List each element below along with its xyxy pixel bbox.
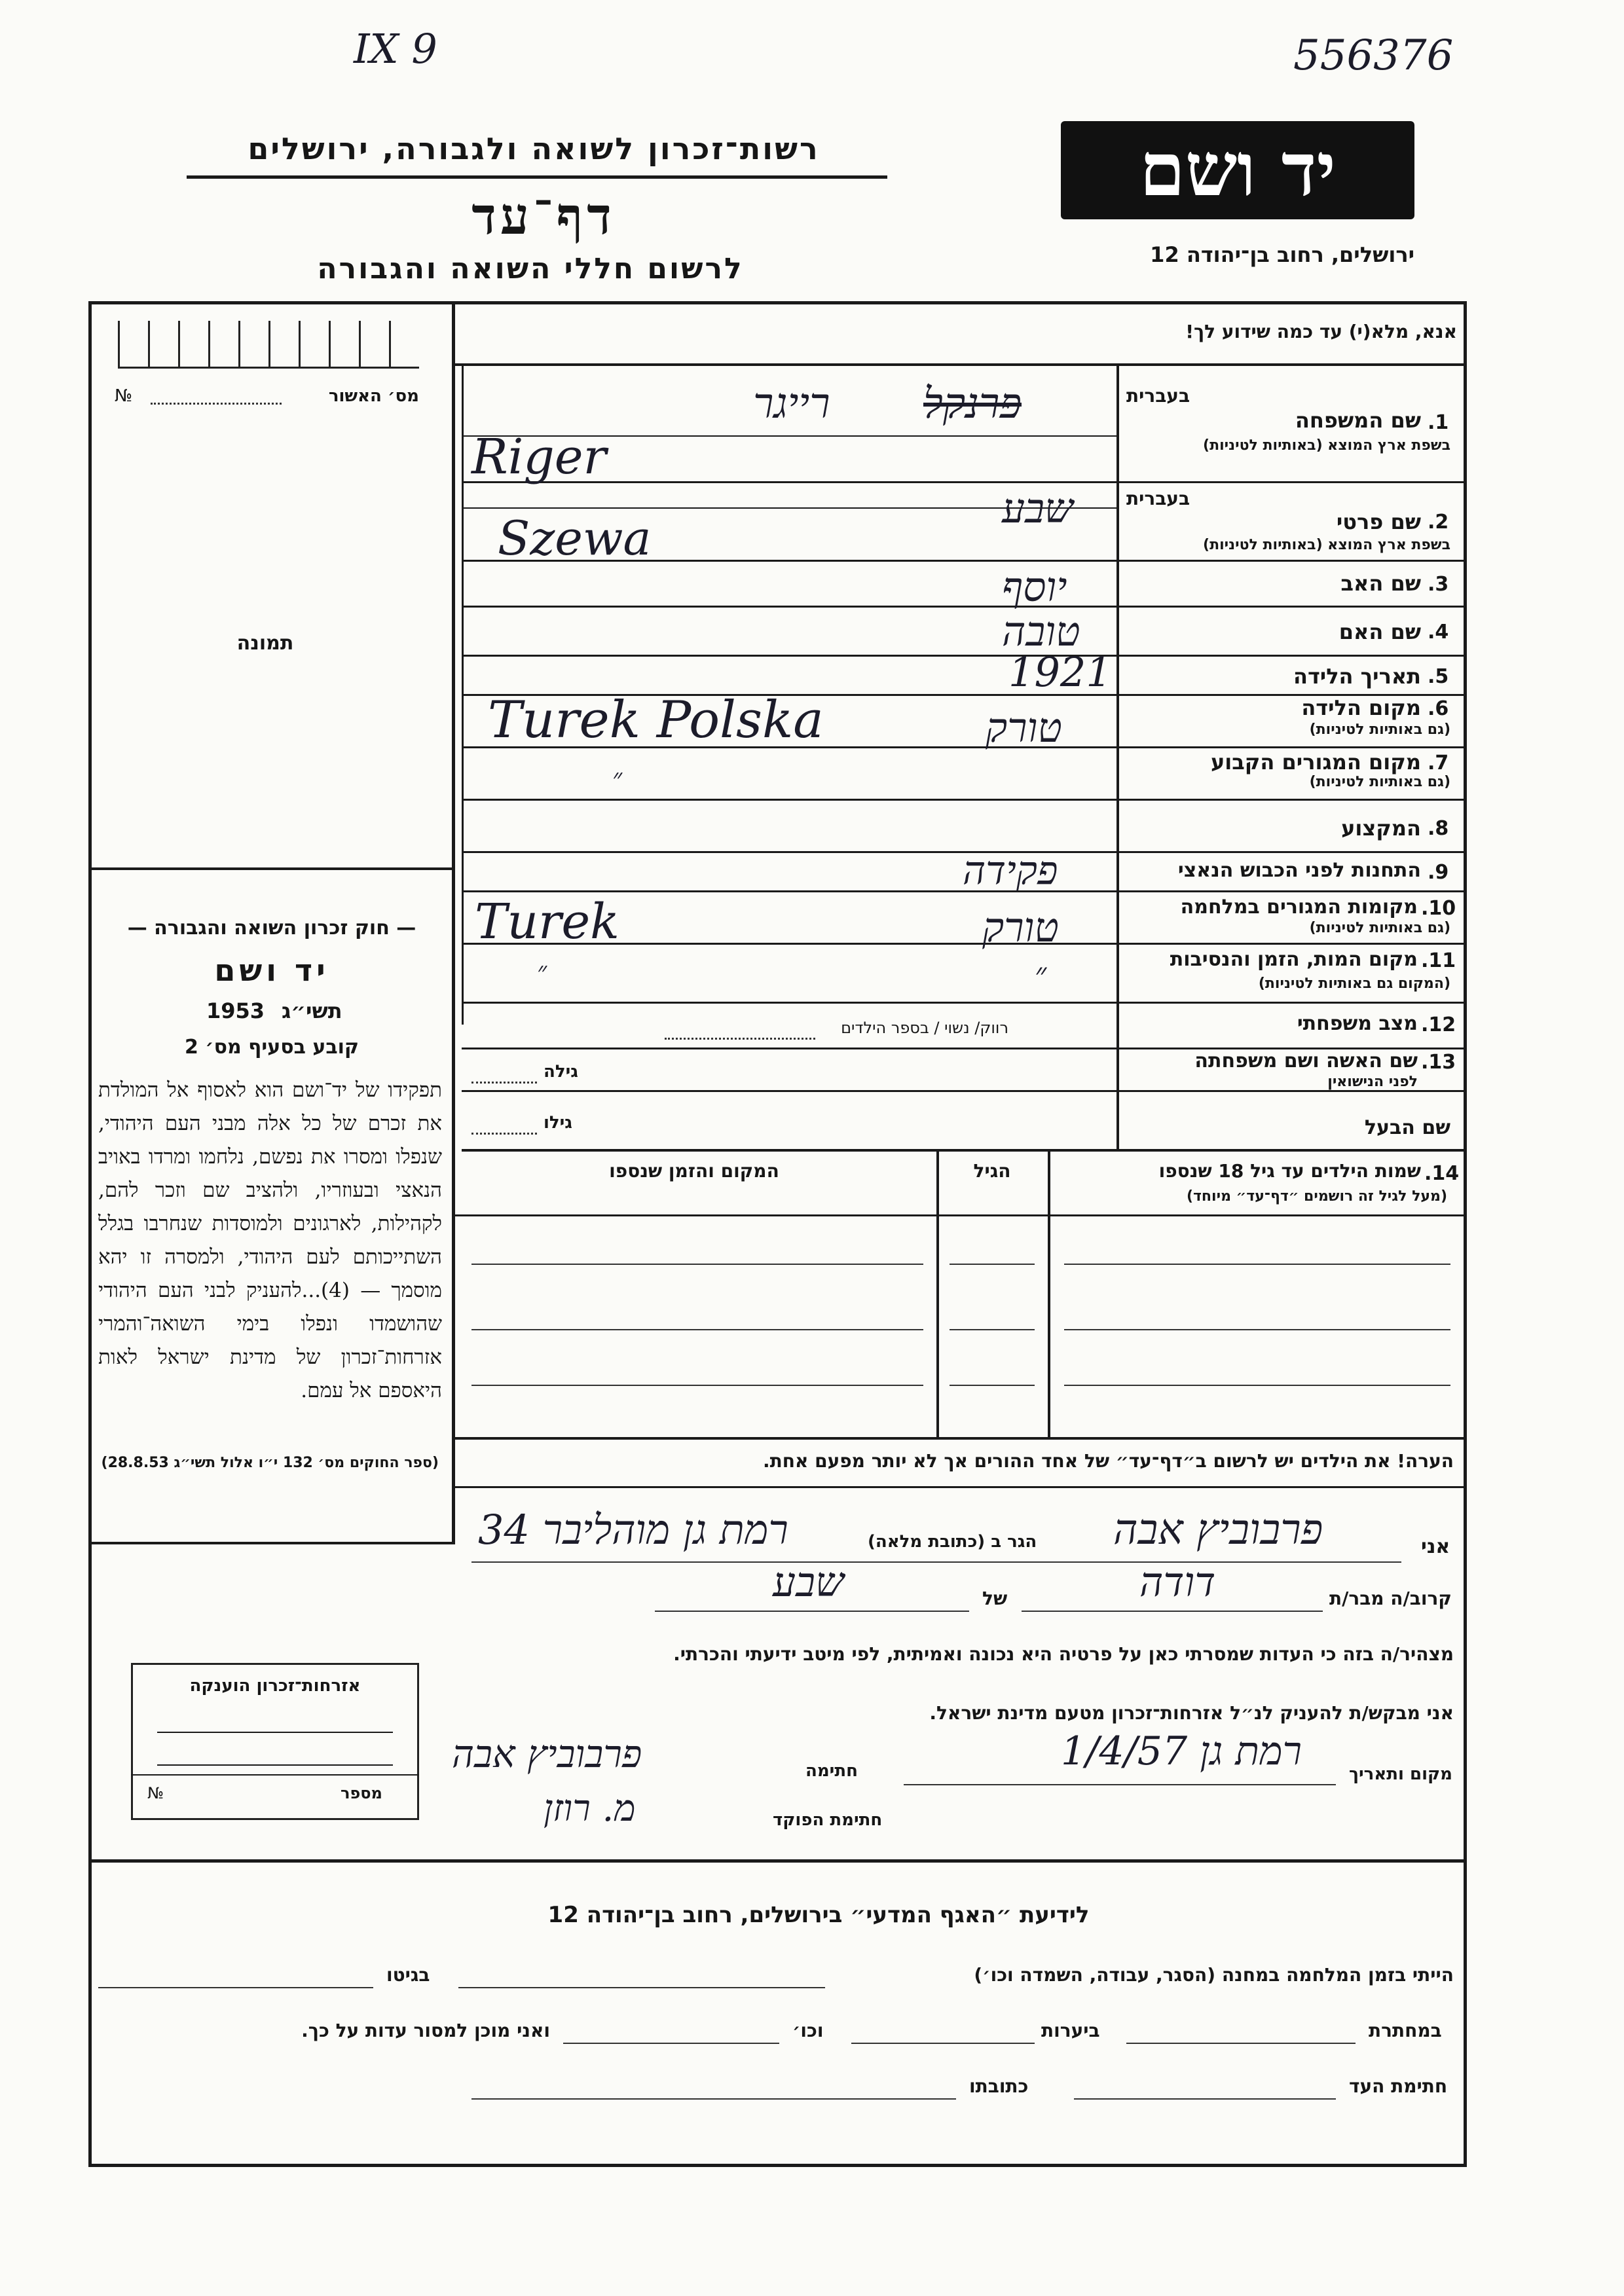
relative-label: קרוב/ה מבר/ת: [1329, 1588, 1452, 1609]
truth-statement: מצהיר/ה בזה כי העדות שמסרתי כאן על פרטיה היא נכונה ואמיתית, לפי מיטב ידיעתי והכרתי.: [673, 1643, 1454, 1665]
witness-address-label: כתובתו: [969, 2075, 1029, 2097]
row-1-sub: בשפת ארץ המוצא (באותיות לטיניות): [1203, 437, 1450, 454]
birth-place-hebrew-value: טורק: [986, 704, 1062, 752]
corner-mark: IX 9: [354, 25, 437, 73]
first-name-hebrew-value: שבע: [1002, 484, 1073, 532]
row-8-number: 8.: [1428, 817, 1449, 840]
signature-label: חתימה: [805, 1761, 858, 1781]
row-13-label: שם האשה ושם משפחתה: [1194, 1049, 1418, 1072]
children-title: שמות הילדים עד גיל 18 שנספו: [1158, 1160, 1421, 1182]
etc-label: וכו׳: [792, 2020, 824, 2041]
yad-vashem-logo: [1061, 121, 1414, 219]
husband-label: שם הבעל: [1364, 1116, 1450, 1139]
row-1-number: 1.: [1428, 411, 1449, 434]
row-2-sub: בשפת ארץ המוצא (באותיות לטיניות): [1203, 537, 1450, 553]
row-13-sub: לפני הנישואין: [1327, 1074, 1418, 1090]
row-5-number: 5.: [1428, 665, 1449, 688]
law-clause: קובע בסעיף מס׳ 2: [184, 1036, 360, 1059]
of-value: שבע: [773, 1558, 844, 1606]
law-name: יד ושם: [214, 953, 329, 988]
row-12-number: 12.: [1421, 1013, 1456, 1036]
residence-value: ״: [612, 763, 623, 793]
row-6-number: 6.: [1428, 697, 1449, 720]
children-age-header: הגיל: [973, 1160, 1011, 1182]
row-3-number: 3.: [1428, 573, 1449, 596]
row-3-label: שם האב: [1340, 571, 1421, 596]
row-11-sub: (המקום גם באותיות לטיניות): [1258, 975, 1450, 992]
citizenship-box-number-label: מספר: [341, 1784, 382, 1802]
row-9-number: 9.: [1428, 861, 1449, 884]
form-title: דף־עד: [471, 187, 616, 246]
death-place-hebrew-value: ״: [1035, 956, 1047, 993]
row-9-label: התחנות לפני הכבוש הנאצי: [1177, 859, 1421, 882]
law-year-hebrew: תשי״ג: [282, 998, 342, 1023]
camp-label: הייתי בזמן המלחמה במחנה (הסגר, עבודה, השמדה וכו׳): [974, 1964, 1454, 1986]
declarant-address-value: רמת גן מוהליבר 34: [478, 1506, 788, 1554]
row-6-label: מקום הלידה: [1301, 695, 1421, 720]
approval-number-label: מס׳ האשור: [328, 386, 419, 406]
form-subtitle: לרשום חללי השואה והגבורה: [317, 252, 744, 285]
row-10-sub: (גם באותיות לטיניות): [1309, 920, 1450, 936]
authority-name: רשות־זכרון לשואה ולגבורה, ירושלים: [248, 131, 820, 166]
form-intro: אנא, מלא(י) עד כמה שידוע לך!: [1185, 321, 1457, 342]
row-4-label: שם האם: [1338, 619, 1421, 644]
approval-boxes: [118, 321, 419, 369]
children-sub: (מעל לגיל זה רושמים ״דף־עד״ מיוחד): [1186, 1188, 1447, 1205]
row-13-number: 13.: [1421, 1051, 1456, 1074]
wartime-residence-hebrew-value: טורק: [982, 903, 1059, 951]
law-title: — חוק זכרון השואה והגבורה —: [127, 917, 416, 939]
law-text: תפקידו של יד־ושם הוא לאסוף אל המולדת את זכרם של כל אלה מבני העם היהודי, שנפלו ומסרו את נפשם, נלחמו ומרדו באויב הנאצי ובעוזריו, ולהציב שם וזכר להם, לקהילות, לארגונים ולמוסדות שנחרבו בגלל השתייכותם לעם היהודי, ולמסרה זו יהא מוסמך — (4)...להעניק לבני העם היהודי שהושמדו ונפלו בימי השואה־והמרי אזרחות־זכרון של מדינת ישראל לאות היאספם אל עמם.: [98, 1078, 442, 1402]
occupation-value: פקידה: [963, 848, 1058, 894]
row-11-number: 11.: [1421, 949, 1456, 972]
children-number: 14.: [1424, 1162, 1460, 1185]
logo-text: יד ושם: [1139, 127, 1337, 213]
row-8-label: המקצוע: [1341, 816, 1421, 841]
first-name-latin-value: Szewa: [498, 511, 652, 566]
citizenship-box-number-sign: №: [147, 1784, 164, 1802]
ghetto-label: בגיטו: [386, 1964, 430, 1986]
row-11-label: מקום המות, הזמן והנסיבות: [1170, 948, 1418, 971]
declarant-i-label: אני: [1421, 1535, 1450, 1558]
underground-label: במחתרת: [1369, 2020, 1442, 2041]
row-1-label: שם המשפחה: [1295, 408, 1421, 433]
witness-signature-label: חתימת העד: [1349, 2075, 1448, 2097]
husband-age-label: גילו: [544, 1113, 572, 1133]
law-year: 1953: [206, 998, 265, 1023]
photo-label: תמונה: [236, 632, 294, 655]
citizenship-request: אני מבקש/ת להעניק לנ״ל אזרחות־זכרון מטעם מדינת ישראל.: [929, 1702, 1454, 1724]
row-7-label: מקום המגורים הקבוע: [1210, 750, 1421, 774]
place-date-label: מקום ותאריך: [1349, 1764, 1452, 1784]
father-name-value: יוסף: [1002, 563, 1067, 611]
surname-latin-value: Riger: [471, 429, 606, 485]
row-7-sub: (גם באותיות לטיניות): [1309, 774, 1450, 790]
birth-place-latin-value: Turek Polska: [488, 691, 824, 750]
surname-hebrew-value: רייגר: [753, 380, 830, 428]
forests-label: ביערות: [1041, 2020, 1100, 2041]
row-2-number: 2.: [1428, 511, 1449, 534]
death-place-latin-value: ״: [537, 957, 547, 987]
officer-signature-label: חתימת הפוקד: [773, 1810, 883, 1830]
marital-status-options: רווק/ נשוי / בספר הילדים: [841, 1019, 1008, 1037]
place-date-value: רמת גן 1/4/57: [1061, 1728, 1302, 1774]
row-10-label: מקומות המגורים במלחמה: [1180, 896, 1418, 919]
row-10-number: 10.: [1421, 897, 1456, 920]
officer-signature-value: מ. רוזן: [544, 1787, 636, 1830]
in-hebrew-label-2: בעברית: [1126, 488, 1190, 509]
row-6-sub: (גם באותיות לטיניות): [1309, 721, 1450, 738]
children-place-header: המקום והזמן שנספו: [609, 1160, 779, 1182]
in-hebrew-label-1: בעברית: [1126, 385, 1190, 407]
testimony-willing-label: ואני מוכן למסור עדות על כך.: [301, 2020, 550, 2041]
row-2-label: שם פרטי: [1336, 509, 1421, 534]
mother-name-value: טובה: [1002, 608, 1080, 655]
wife-age-label: גילה: [544, 1062, 578, 1082]
row-5-label: תאריך הלידה: [1293, 664, 1421, 689]
row-4-number: 4.: [1428, 621, 1449, 644]
row-12-label: מצב משפחתי: [1297, 1012, 1418, 1035]
archive-number: 556376: [1293, 31, 1454, 80]
wartime-residence-latin-value: Turek: [475, 894, 620, 950]
signature-value: פרבוביץ אבה: [452, 1732, 642, 1776]
birth-date-value: 1921: [1008, 648, 1112, 696]
row-7-number: 7.: [1428, 752, 1449, 774]
children-note: הערה! את הילדים יש לרשום ב״דף־עד״ של אחד ההורים אך לא יותר מפעם אחת.: [762, 1450, 1454, 1472]
surname-hebrew-struck: פרנקל: [923, 380, 1022, 428]
law-gazette: (ספר החוקים מס׳ 132 י״ו אלול תשי״ג 28.8.53): [101, 1455, 439, 1471]
residing-label: הגר ב (כתובת מלאה): [868, 1532, 1037, 1552]
citizenship-box-title: אזרחות־זכרון הוענקה: [189, 1676, 361, 1696]
declarant-name-value: פרבוביץ אבה: [1113, 1506, 1323, 1554]
header-address: ירושלים, רחוב בן־יהודה 12: [1150, 242, 1414, 267]
approval-number-sign: №: [115, 386, 133, 406]
scientific-dept-notice: לידיעת ״האגף המדעי״ בירושלים, רחוב בן־יהודה 12: [547, 1902, 1090, 1928]
of-label: של: [982, 1588, 1008, 1609]
relative-value: דודה: [1139, 1558, 1216, 1606]
